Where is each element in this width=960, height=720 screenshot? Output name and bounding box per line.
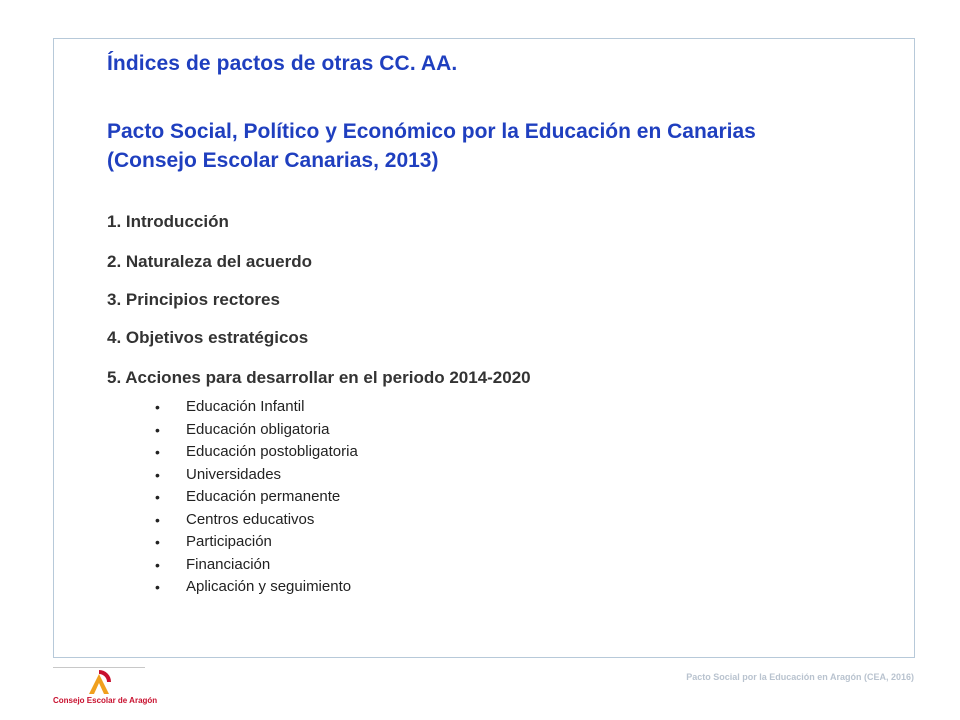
- list-item-label: Aplicación y seguimiento: [186, 578, 352, 595]
- subtitle-line-1: Pacto Social, Político y Económico por la Educación en Canarias: [107, 120, 756, 143]
- list-item-label: Educación Infantil: [186, 398, 305, 415]
- logo-caption: Consejo Escolar de Aragón: [53, 696, 158, 705]
- consejo-escolar-aragon-logo: [53, 669, 158, 709]
- logo-mark-icon: [53, 669, 149, 699]
- bullet-icon: •: [155, 511, 160, 528]
- toc-item-objetivos: 4. Objetivos estratégicos: [107, 328, 309, 347]
- bullet-icon: •: [155, 444, 160, 460]
- list-item-label: Universidades: [186, 465, 282, 483]
- bullet-icon: •: [155, 534, 160, 550]
- list-item-label: Educación permanente: [186, 488, 341, 505]
- footer-divider: [53, 667, 145, 668]
- bullet-icon: •: [155, 399, 160, 415]
- slide-title: Índices de pactos de otras CC. AA.: [107, 52, 458, 75]
- list-item-label: Educación obligatoria: [186, 420, 330, 438]
- bullet-icon: •: [155, 579, 160, 595]
- footer-note: Pacto Social por la Educación en Aragón (CEA, 2016): [686, 672, 914, 682]
- bullet-icon: •: [155, 489, 160, 505]
- bullet-icon: •: [155, 466, 160, 483]
- subtitle-line-2: (Consejo Escolar Canarias, 2013): [107, 149, 439, 172]
- list-item-label: Educación postobligatoria: [186, 443, 358, 460]
- list-item-label: Financiación: [186, 555, 271, 573]
- toc-item-introduccion: 1. Introducción: [107, 212, 229, 231]
- toc-item-acciones: 5. Acciones para desarrollar en el periodo 2014-2020: [107, 368, 531, 387]
- bullet-icon: •: [155, 556, 160, 573]
- slide-subtitle: [107, 117, 897, 175]
- bullet-icon: •: [155, 421, 160, 438]
- list-item-label: Participación: [186, 533, 272, 550]
- toc-item-principios: 3. Principios rectores: [107, 290, 280, 309]
- list-item-label: Centros educativos: [186, 510, 315, 528]
- toc-item-naturaleza: 2. Naturaleza del acuerdo: [107, 252, 313, 271]
